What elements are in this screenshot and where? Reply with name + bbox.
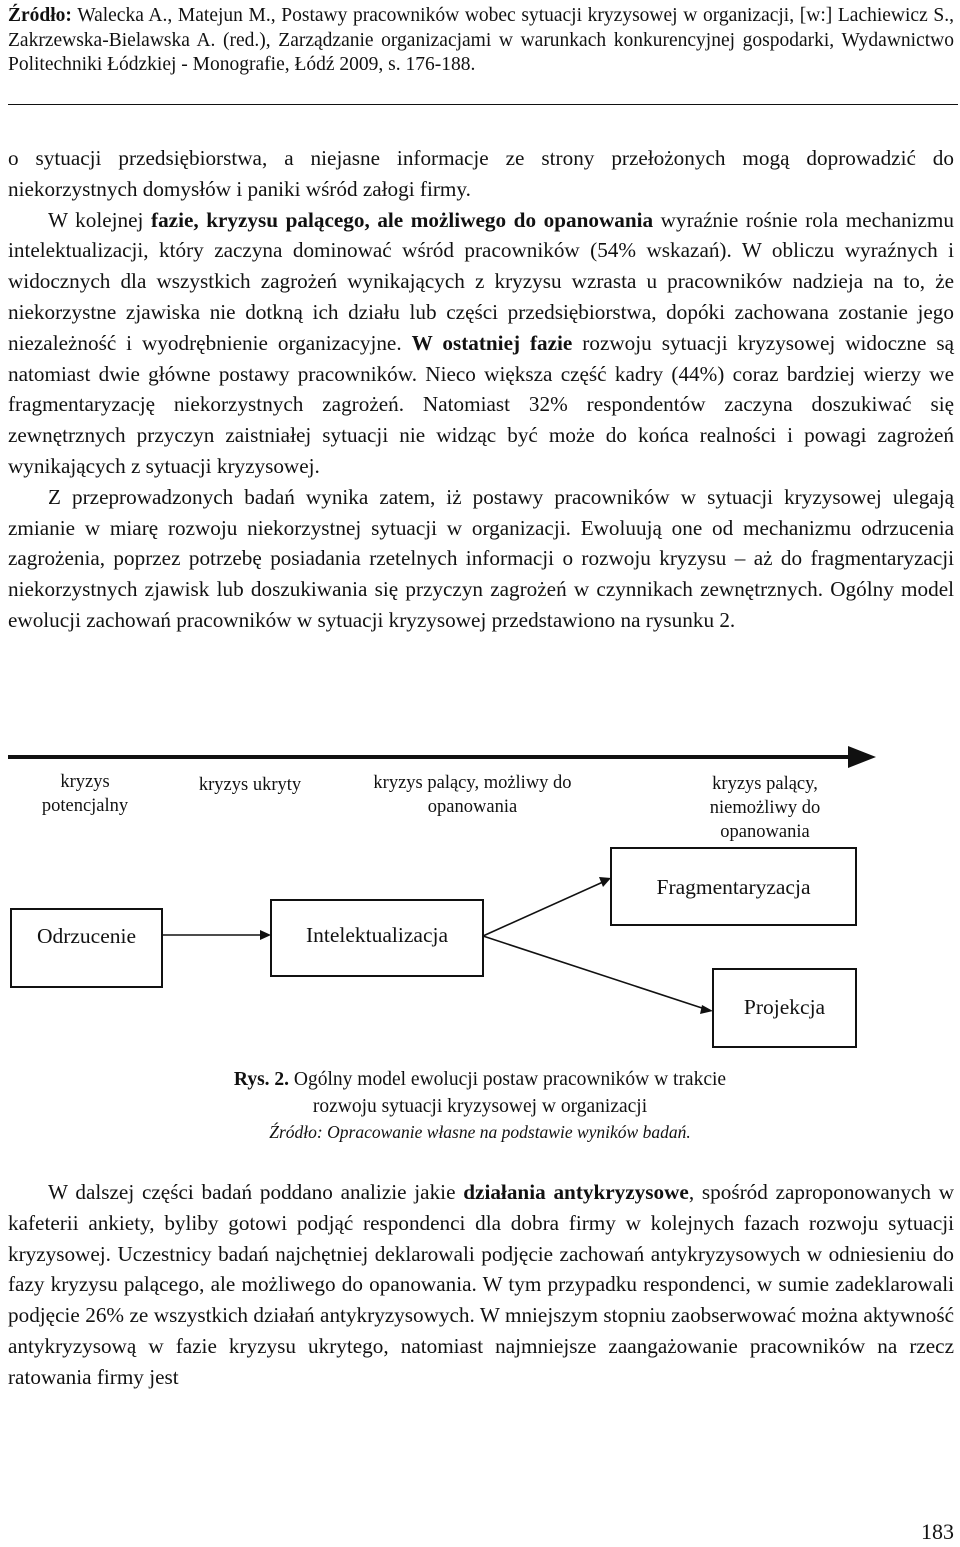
paragraph-2-e: rozwoju sytuacji kryzysowej widoczne są natomiast dwie główne postawy pracowników. Nieco większa część kadry (44%) coraz bardziej wierzy we fragmentaryzację niekorzystnych zagrożeń. Natomiast 32% respondentów zaczyna doszukiwać się zewnętrznych przyczyn zaistniałej sytuacji nie widząc być może do końca realności i powagi zagrożeń wynikających z sytuacji kryzysowej.	[8, 330, 954, 478]
paragraph-3: Z przeprowadzonych badań wynika zatem, iż postawy pracowników w sytuacji kryzysowej ulegają zmianie w miarę rozwoju niekorzystnej sytuacji w organizacji. Ewoluują one od mechanizmu odrzucenia zagrożenia, poprzez potrzebę posiadania rzetelnych informacji o rozwoju kryzysu – aż do fragmentaryzacji niekorzystnych zjawisk lub doszukiwania się przyczyn zagrożeń w czynnikach zewnętrznych. Ogólny model ewolucji zachowań pracowników w sytuacji kryzysowej przedstawiono na rysunku 2.	[8, 484, 954, 632]
arrow-to-projekcja	[483, 936, 705, 1009]
paragraph-2-a: W kolejnej	[48, 207, 152, 232]
footnote	[8, 4, 954, 78]
stage-1-line-2: potencjalny	[41, 796, 129, 816]
stage-4-line-1: kryzys palący,	[712, 774, 818, 794]
paragraph-2-bold-phase: fazie, kryzysu palącego, ale możliwego do opanowania	[151, 207, 654, 232]
box-label-intelektualizacja: Intelektualizacja	[305, 923, 449, 947]
stage-3-line-2: opanowania	[427, 797, 518, 817]
body-text-bottom	[8, 1177, 954, 1393]
arrow-to-fragmentaryzacja	[483, 882, 603, 936]
paragraph-4	[8, 1177, 954, 1393]
box-label-odrzucenie: Odrzucenie	[36, 924, 137, 948]
stage-4-line-2: niemożliwy do	[709, 798, 821, 818]
caption-title-2: rozwoju sytuacji kryzysowej w organizacji	[312, 1096, 648, 1117]
caption-source: Źródło: Opracowanie własne na podstawie wyników badań.	[269, 1122, 691, 1142]
timeline-arrowhead	[848, 746, 876, 768]
stage-4-line-3: opanowania	[720, 822, 810, 842]
paragraph-1: o sytuacji przedsiębiorstwa, a niejasne informacje ze strony przełożonych mogą doprowadzić do niekorzystnych domysłów i paniki wśród załogi firmy.	[8, 146, 954, 201]
stage-3-line-1: kryzys palący, możliwy do	[373, 773, 572, 793]
caption-label: Rys. 2.	[233, 1069, 290, 1090]
stage-kryzys-palacy-mozliwy	[345, 771, 600, 819]
figure-diagram	[0, 730, 960, 1070]
paragraph-2-c: wyraźnie rośnie rola mechanizmu intelektualizacji, który zaczyna dominować wśród pracowników (54% wskazań). W obliczu wyraźnych i widocznych dla wszystkich zagrożeń wynikających z kryzysu wzrasta u pracowników nadzieja na to, że niekorzystne zjawiska nie dotkną ich działu lub części przedsiębiorstwa, dopóki zachowana zostanie jego niezależność i wyodrębnienie organizacyjne.	[8, 207, 954, 355]
paragraph-4-a: W dalszej części badań poddano analizie jakie	[48, 1180, 464, 1204]
arrowhead-2	[599, 877, 611, 887]
caption-line-1	[130, 1066, 830, 1093]
arrowhead-3	[700, 1005, 713, 1014]
figure-caption	[130, 1066, 830, 1144]
body-text-top	[8, 143, 954, 636]
box-label-fragmentaryzacja: Fragmentaryzacja	[656, 875, 811, 899]
footnote-lead: Źródło:	[8, 5, 72, 26]
stage-kryzys-ukryty	[170, 773, 330, 797]
paragraph-2	[8, 205, 954, 482]
stage-2-line-1: kryzys ukryty	[198, 775, 302, 795]
paragraph-4-c: , spośród zaproponowanych w kafeterii ankiety, byliby gotowi podjąć respondenci dla dobra firmy w kolejnych fazach rozwoju sytuacji kryzysowej. Uczestnicy badań najchętniej deklarowali podjęcie zachowań antykryzysowych w odniesieniu do fazy kryzysu palącego, ale możliwego do opanowania. W tym przypadku respondenci, w sumie zadeklarowali podjęcie 26% ze wszystkich działań antykryzysowych. W mniejszym stopniu zaobserwować można aktywność antykryzysową w fazie kryzysu ukrytego, natomiast najmniejsze zaangażowanie pracowników na rzecz ratowania firmy jest	[8, 1180, 954, 1389]
page-number: 183	[921, 1519, 954, 1544]
paragraph-2-bold-last-phase: W ostatniej fazie	[411, 330, 573, 355]
paragraph-4-bold: działania antykryzysowe	[463, 1180, 689, 1204]
stage-kryzys-palacy-niemozliwy	[660, 772, 870, 844]
stage-kryzys-potencjalny	[10, 770, 160, 818]
footnote-text: Walecka A., Matejun M., Postawy pracowników wobec sytuacji kryzysowej w organizacji, [w:] Lachiewicz S., Zakrzewska-Bielawska A. (red.), Zarządzanie organizacjami w warunkach konkurencyjnej gospodarki, Wydawnictwo Politechniki Łódzkiej - Monografie, Łódź 2009, s. 176-188.	[8, 5, 954, 75]
box-odrzucenie	[11, 909, 162, 987]
caption-title-1: Ogólny model ewolucji postaw pracowników w trakcie	[289, 1069, 727, 1090]
stage-1-line-1: kryzys	[60, 772, 110, 792]
box-label-projekcja: Projekcja	[743, 995, 826, 1019]
arrowhead-1	[260, 930, 271, 940]
footnote-rule	[8, 104, 958, 105]
